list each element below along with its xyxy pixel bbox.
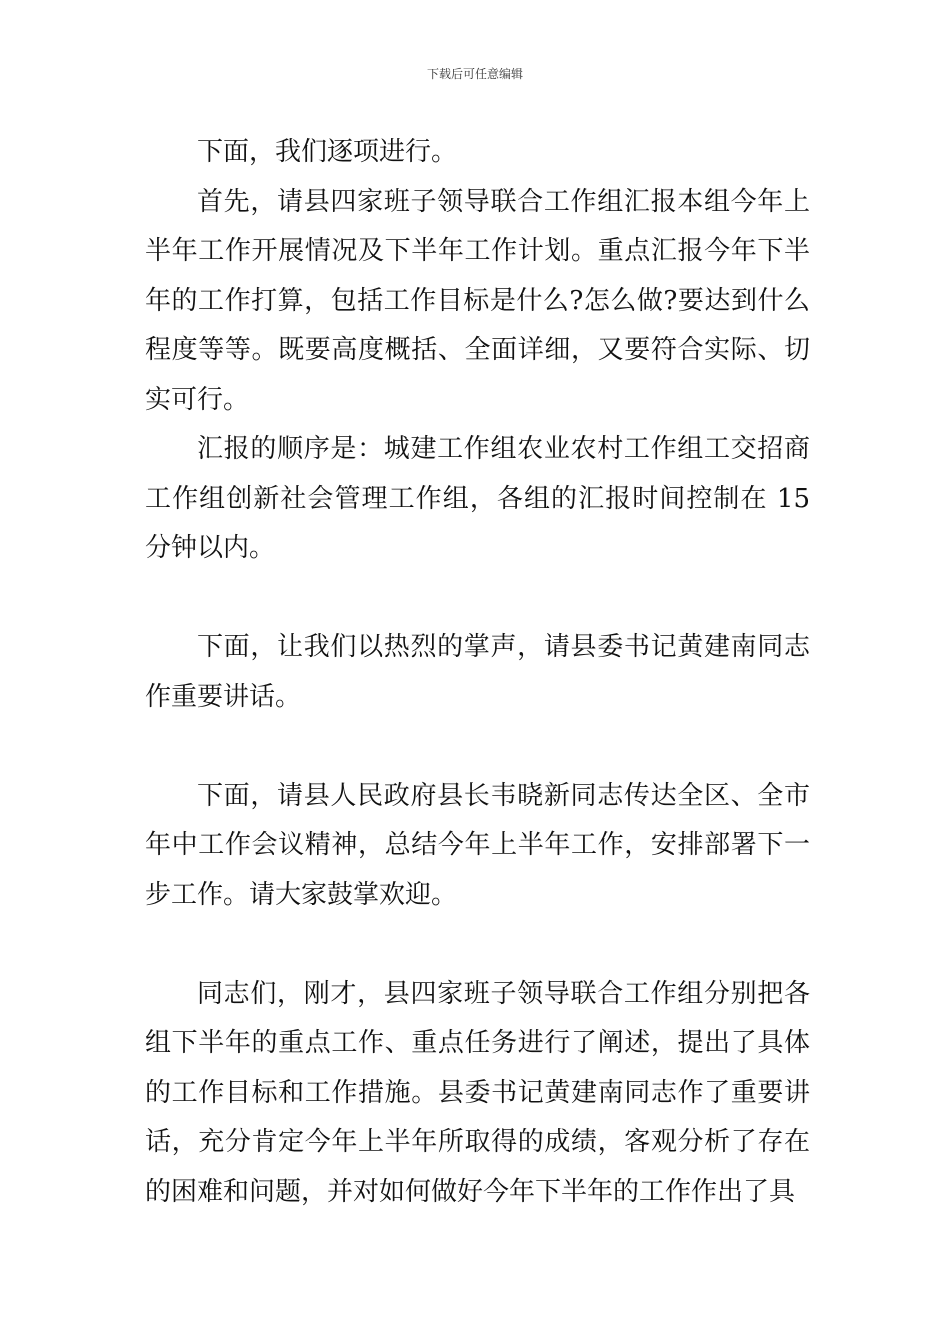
- paragraph-spacer: [145, 722, 810, 772]
- header-note: 下载后可任意编辑: [426, 67, 523, 81]
- document-body: [145, 128, 810, 1217]
- paragraph-county-head-speech: 下面，请县人民政府县长韦晓新同志传达全区、全市年中工作会议精神，总结今年上半年工作，安排部署下一步工作。请大家鼓掌欢迎。: [145, 780, 810, 910]
- paragraph-secretary-speech: 下面，让我们以热烈的掌声，请县委书记黄建南同志作重要讲话。: [145, 632, 810, 712]
- paragraph-proceed: 下面，我们逐项进行。: [197, 137, 458, 167]
- paragraph-spacer: [145, 920, 810, 970]
- paragraph-spacer: [145, 574, 810, 624]
- paragraph-summary: 同志们，刚才，县四家班子领导联合工作组分别把各组下半年的重点工作、重点任务进行了阐述，提出了具体的工作目标和工作措施。县委书记黄建南同志作了重要讲话，充分肯定今年上半年所取得的成绩，客观分析了存在的困难和问题，并对如何做好今年下半年的工作作出了具: [145, 978, 810, 1207]
- paragraph-report-order: 汇报的顺序是：城建工作组农业农村工作组工交招商工作组创新社会管理工作组，各组的汇报时间控制在 15 分钟以内。: [145, 434, 810, 563]
- paragraph-report-request: 首先，请县四家班子领导联合工作组汇报本组今年上半年工作开展情况及下半年工作计划。重点汇报今年下半年的工作打算，包括工作目标是什么?怎么做?要达到什么程度等等。既要高度概括、全面详细，又要符合实际、切实可行。: [145, 186, 810, 415]
